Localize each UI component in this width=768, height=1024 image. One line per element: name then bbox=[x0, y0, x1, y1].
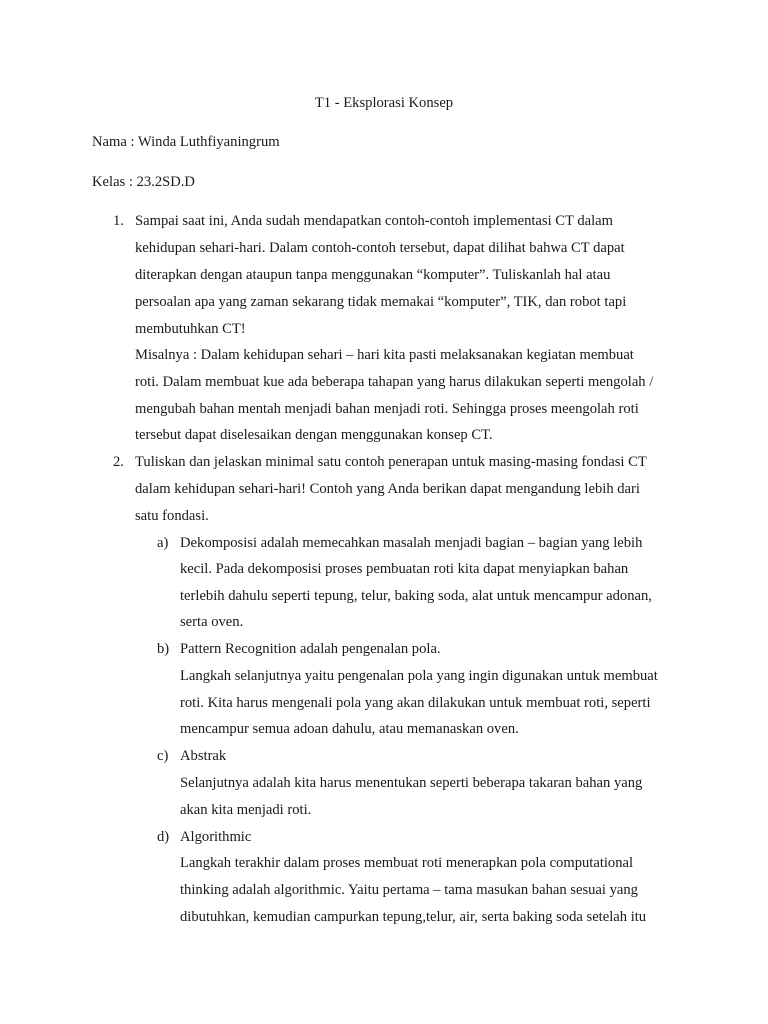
question-line: membutuhkan CT! bbox=[135, 321, 246, 337]
sub-item-line: Algorithmic bbox=[180, 829, 252, 845]
sub-item-line: akan kita menjadi roti. bbox=[180, 802, 312, 818]
student-class: Kelas : 23.2SD.D bbox=[92, 174, 195, 190]
question-number: 1. bbox=[113, 213, 124, 229]
question-number: 2. bbox=[113, 454, 124, 470]
sub-item-line: Selanjutnya adalah kita harus menentukan seperti beberapa takaran bahan yang bbox=[180, 775, 643, 791]
sub-item-marker: c) bbox=[157, 748, 169, 764]
answer-line: tersebut dapat diselesaikan dengan menggunakan konsep CT. bbox=[135, 427, 493, 443]
sub-item-line: dibutuhkan, kemudian campurkan tepung,telur, air, serta baking soda setelah itu bbox=[180, 909, 647, 925]
sub-item-line: Langkah selanjutnya yaitu pengenalan pola yang ingin digunakan untuk membuat bbox=[180, 668, 658, 684]
sub-item-line: kecil. Pada dekomposisi proses pembuatan roti kita dapat menyiapkan bahan bbox=[180, 561, 629, 577]
question-line: satu fondasi. bbox=[135, 508, 209, 524]
sub-item-marker: d) bbox=[157, 829, 170, 845]
document-title: T1 - Eksplorasi Konsep bbox=[314, 95, 454, 111]
sub-item-line: roti. Kita harus mengenali pola yang akan dilakukan untuk membuat roti, seperti bbox=[180, 695, 651, 711]
sub-item-line: Dekomposisi adalah memecahkan masalah menjadi bagian – bagian yang lebih bbox=[180, 535, 643, 551]
sub-item-line: terlebih dahulu seperti tepung, telur, baking soda, alat untuk mencampur adonan, bbox=[180, 588, 652, 604]
sub-item-line: Abstrak bbox=[180, 748, 227, 764]
student-name: Nama : Winda Luthfiyaningrum bbox=[92, 134, 280, 150]
question-line: persoalan apa yang zaman sekarang tidak memakai “komputer”, TIK, dan robot tapi bbox=[135, 294, 627, 310]
sub-item-line: Pattern Recognition adalah pengenalan pola. bbox=[180, 641, 441, 657]
sub-item-line: mencampur semua adoan dahulu, atau memanaskan oven. bbox=[180, 721, 519, 737]
question-line: Sampai saat ini, Anda sudah mendapatkan contoh-contoh implementasi CT dalam bbox=[135, 213, 613, 229]
answer-line: Misalnya : Dalam kehidupan sehari – hari kita pasti melaksanakan kegiatan membuat bbox=[135, 347, 634, 363]
sub-item-marker: a) bbox=[157, 535, 169, 551]
sub-item-line: serta oven. bbox=[180, 614, 244, 630]
sub-item-line: thinking adalah algorithmic. Yaitu pertama – tama masukan bahan sesuai yang bbox=[180, 882, 638, 898]
question-line: diterapkan dengan ataupun tanpa menggunakan “komputer”. Tuliskanlah hal atau bbox=[135, 267, 611, 283]
question-line: Tuliskan dan jelaskan minimal satu contoh penerapan untuk masing-masing fondasi CT bbox=[135, 454, 647, 470]
question-line: kehidupan sehari-hari. Dalam contoh-contoh tersebut, dapat dilihat bahwa CT dapat bbox=[135, 240, 625, 256]
answer-line: mengubah bahan mentah menjadi bahan menjadi roti. Sehingga proses meengolah roti bbox=[135, 401, 639, 417]
sub-item-marker: b) bbox=[157, 641, 170, 657]
question-line: dalam kehidupan sehari-hari! Contoh yang Anda berikan dapat mengandung lebih dari bbox=[135, 481, 640, 497]
answer-line: roti. Dalam membuat kue ada beberapa tahapan yang harus dilakukan seperti mengolah / bbox=[135, 374, 654, 390]
sub-item-line: Langkah terakhir dalam proses membuat roti menerapkan pola computational bbox=[180, 855, 634, 871]
